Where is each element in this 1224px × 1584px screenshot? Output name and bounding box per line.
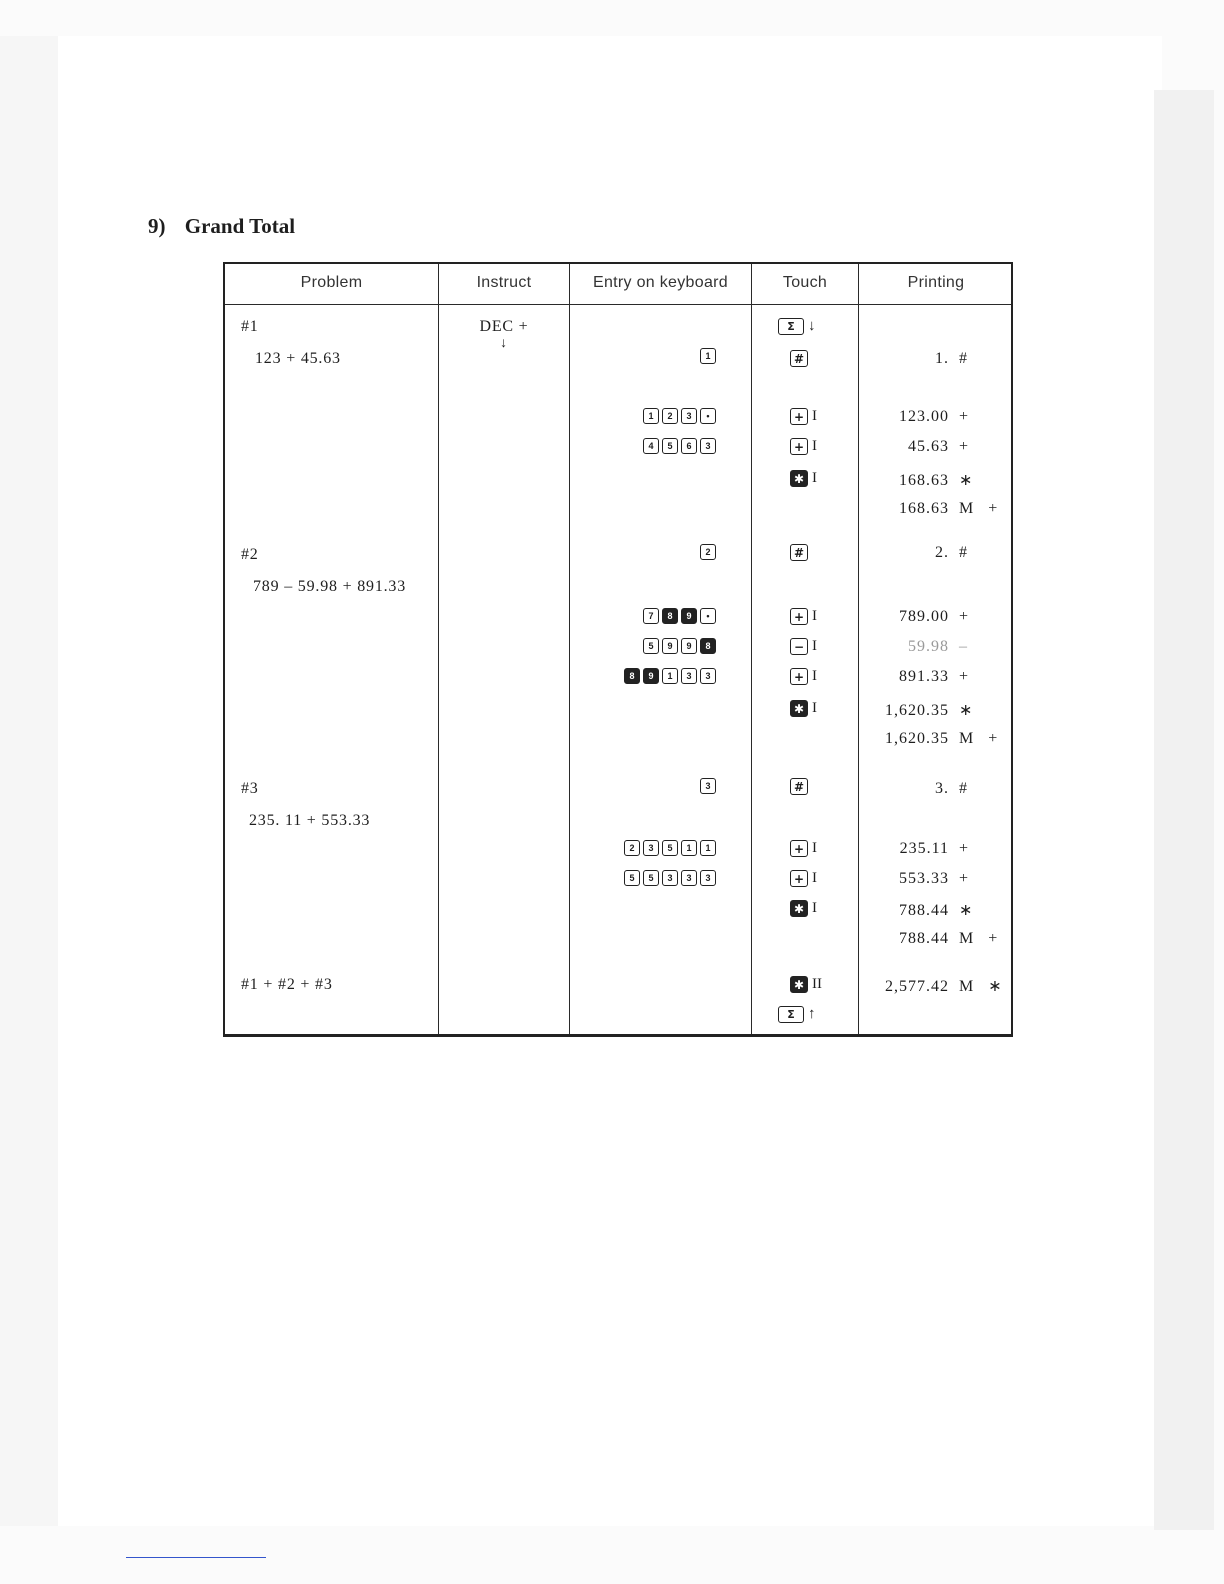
touch-key-row <box>790 668 817 685</box>
touch-key-row <box>790 438 817 455</box>
problem-label: #3 <box>241 780 259 797</box>
printed-value: 2. <box>935 544 949 561</box>
instruct-dec-plus: DEC + <box>479 318 529 335</box>
printed-symbol: – <box>959 638 968 655</box>
printout-line <box>861 638 968 656</box>
touch-key-row <box>790 778 808 795</box>
plus-key-icon: + <box>790 608 808 625</box>
key-3-icon: 3 <box>681 870 697 886</box>
keyboard-entry-row <box>570 870 716 886</box>
plus-key-icon: + <box>790 840 808 857</box>
touch-key-row <box>790 976 822 993</box>
key-1-icon: 1 <box>700 348 716 364</box>
keyboard-entry-row <box>570 840 716 856</box>
touch-suffix: ↑ <box>808 1006 816 1022</box>
key-9-icon: 9 <box>643 668 659 684</box>
printed-value: 123.00 <box>899 408 949 425</box>
touch-key-row <box>790 544 808 561</box>
header-instruct: Instruct <box>476 274 532 291</box>
key-3-icon: 3 <box>662 870 678 886</box>
printed-value: 2,577.42 <box>885 978 949 995</box>
printed-symbol: # <box>959 350 968 367</box>
keyboard-entry-row <box>570 668 716 684</box>
touch-suffix: I <box>812 638 817 654</box>
touch-suffix: I <box>812 438 817 454</box>
key-9-icon: 9 <box>662 638 678 654</box>
touch-key-row <box>790 408 817 425</box>
section-heading <box>148 214 295 239</box>
printout-line <box>861 470 973 490</box>
printed-value: 168.63 <box>899 472 949 489</box>
hash-key-icon: # <box>790 544 808 561</box>
printed-symbol: + <box>959 668 970 685</box>
touch-suffix: I <box>812 470 817 486</box>
key-1-icon: 1 <box>681 840 697 856</box>
key-3-icon: 3 <box>643 840 659 856</box>
sigma-key-icon: Σ <box>778 318 804 335</box>
printed-value: 788.44 <box>899 930 949 947</box>
header-problem: Problem <box>300 274 363 291</box>
printed-value: 168.63 <box>899 500 949 517</box>
problem-label: #2 <box>241 546 259 563</box>
keyboard-entry-row <box>570 778 716 794</box>
printed-symbol: ∗ <box>959 702 974 719</box>
key-8-icon: 8 <box>624 668 640 684</box>
key-2-icon: 2 <box>624 840 640 856</box>
printout-line <box>861 408 969 426</box>
problem-expression: 789 – 59.98 + 891.33 <box>253 578 407 595</box>
plus-key-icon: + <box>790 438 808 455</box>
sigma-key-icon: Σ <box>778 1006 804 1023</box>
key-4-icon: 4 <box>643 438 659 454</box>
printed-symbol: + <box>959 840 970 857</box>
touch-suffix: I <box>812 408 817 424</box>
column-divider <box>858 264 859 1034</box>
printed-value: 235.11 <box>899 840 949 857</box>
header-touch: Touch <box>782 274 828 291</box>
printout-line <box>861 840 969 858</box>
printed-symbol: + <box>959 870 970 887</box>
printed-value: 1,620.35 <box>885 702 949 719</box>
printed-value: 891.33 <box>899 668 949 685</box>
touch-key-row <box>790 700 817 717</box>
header-divider <box>225 304 1011 305</box>
key-1-icon: 1 <box>700 840 716 856</box>
key-9-icon: 9 <box>681 638 697 654</box>
key-3-icon: 3 <box>681 668 697 684</box>
keyboard-entry-row <box>570 544 716 560</box>
printout-line <box>861 544 968 562</box>
touch-key-row <box>790 840 817 857</box>
printed-symbol: + <box>959 408 970 425</box>
key-3-icon: 3 <box>700 870 716 886</box>
printout-line <box>861 700 973 720</box>
minus-key-icon: − <box>790 638 808 655</box>
asterisk-key-icon: ✱ <box>790 700 808 717</box>
column-divider <box>751 264 752 1034</box>
printed-symbol: M <box>959 730 975 747</box>
touch-key-row <box>790 608 817 625</box>
printout-line <box>861 900 973 920</box>
printed-symbol-secondary: + <box>988 930 999 947</box>
key-3-icon: 3 <box>681 408 697 424</box>
hash-key-icon: # <box>790 778 808 795</box>
touch-suffix: ↓ <box>808 318 816 334</box>
keyboard-entry-row <box>570 608 716 624</box>
key-8-icon: 8 <box>662 608 678 624</box>
key-decimal-icon: • <box>700 408 716 424</box>
printout-line <box>861 976 1003 996</box>
grand-total-table <box>223 262 1013 1037</box>
printed-symbol: M <box>959 930 975 947</box>
touch-key-row <box>778 318 816 335</box>
key-8-icon: 8 <box>700 638 716 654</box>
keyboard-entry-row <box>570 438 716 454</box>
hash-key-icon: # <box>790 350 808 367</box>
problem-label: #1 <box>241 318 259 335</box>
printed-symbol: + <box>959 608 970 625</box>
touch-key-row <box>790 470 817 487</box>
key-3-icon: 3 <box>700 668 716 684</box>
right-margin-shadow <box>1154 90 1214 1530</box>
left-margin-shadow <box>0 36 58 1526</box>
printed-value: 1,620.35 <box>885 730 949 747</box>
touch-key-row <box>790 350 808 367</box>
key-1-icon: 1 <box>662 668 678 684</box>
asterisk-key-icon: ✱ <box>790 976 808 993</box>
printout-line <box>861 438 969 456</box>
printed-value: 553.33 <box>899 870 949 887</box>
printed-value: 45.63 <box>908 438 949 455</box>
keyboard-entry-row <box>570 408 716 424</box>
key-5-icon: 5 <box>624 870 640 886</box>
key-5-icon: 5 <box>662 438 678 454</box>
touch-suffix: I <box>812 668 817 684</box>
section-title: Grand Total <box>184 214 296 238</box>
key-5-icon: 5 <box>643 870 659 886</box>
key-decimal-icon: • <box>700 608 716 624</box>
asterisk-key-icon: ✱ <box>790 900 808 917</box>
touch-suffix: I <box>812 608 817 624</box>
problem-expression: 235. 11 + 553.33 <box>249 812 371 829</box>
printed-value: 788.44 <box>899 902 949 919</box>
column-divider <box>438 264 439 1034</box>
key-6-icon: 6 <box>681 438 697 454</box>
printout-line <box>861 870 969 888</box>
printed-symbol-secondary: + <box>988 730 999 747</box>
touch-key-row <box>790 900 817 917</box>
printed-symbol: + <box>959 438 970 455</box>
printed-value: 3. <box>935 780 949 797</box>
header-printing: Printing <box>907 274 965 291</box>
key-7-icon: 7 <box>643 608 659 624</box>
printed-value: 59.98 <box>908 638 949 655</box>
touch-key-row <box>790 638 817 655</box>
printed-symbol: M <box>959 500 975 517</box>
printed-symbol: ∗ <box>959 902 974 919</box>
touch-suffix: I <box>812 870 817 886</box>
problem-label: #1 + #2 + #3 <box>241 976 333 993</box>
problem-expression: 123 + 45.63 <box>255 350 341 367</box>
printed-symbol: ∗ <box>959 472 974 489</box>
printed-value: 1. <box>935 350 949 367</box>
key-2-icon: 2 <box>662 408 678 424</box>
key-5-icon: 5 <box>643 638 659 654</box>
touch-suffix: I <box>812 900 817 916</box>
printed-symbol-secondary: ∗ <box>988 978 1003 995</box>
printout-line <box>861 500 998 518</box>
printed-value: 789.00 <box>899 608 949 625</box>
plus-key-icon: + <box>790 870 808 887</box>
printout-line <box>861 930 998 948</box>
plus-key-icon: + <box>790 408 808 425</box>
printout-line <box>861 730 998 748</box>
asterisk-key-icon: ✱ <box>790 470 808 487</box>
touch-key-row <box>778 1006 816 1023</box>
key-1-icon: 1 <box>643 408 659 424</box>
keyboard-entry-row <box>570 348 716 364</box>
key-3-icon: 3 <box>700 438 716 454</box>
key-3-icon: 3 <box>700 778 716 794</box>
printout-line <box>861 608 969 626</box>
printed-symbol: # <box>959 780 968 797</box>
touch-suffix: I <box>812 700 817 716</box>
header-entry: Entry on keyboard <box>593 274 728 291</box>
touch-key-row <box>790 870 817 887</box>
printout-line <box>861 668 969 686</box>
plus-key-icon: + <box>790 668 808 685</box>
printed-symbol: # <box>959 544 968 561</box>
key-2-icon: 2 <box>700 544 716 560</box>
key-5-icon: 5 <box>662 840 678 856</box>
footer-link-underline <box>126 1557 266 1558</box>
touch-suffix: I <box>812 840 817 856</box>
printout-line <box>861 350 968 368</box>
instruct-arrow-icon: ↓ <box>500 336 508 351</box>
touch-suffix: II <box>812 976 822 992</box>
key-9-icon: 9 <box>681 608 697 624</box>
printed-symbol-secondary: + <box>988 500 999 517</box>
printed-symbol: M <box>959 978 975 995</box>
keyboard-entry-row <box>570 638 716 654</box>
section-number: 9) <box>148 214 166 238</box>
printout-line <box>861 780 968 798</box>
